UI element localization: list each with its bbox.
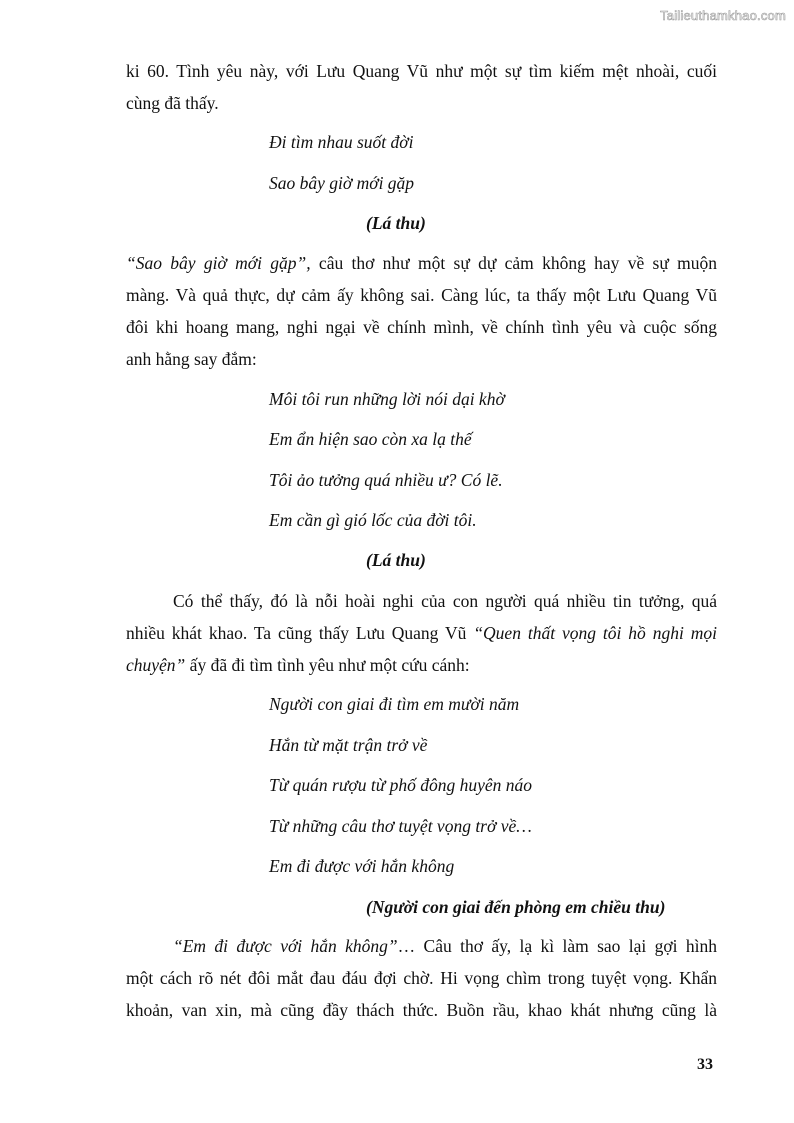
paragraph-3-line-1: Có thể thấy, đó là nỗi hoài nghi của con người quá nhiều tin tưởng, quá [173,591,717,611]
verse-1-line-1: Đi tìm nhau suốt đời [269,132,414,152]
verse-3-line-3: Từ quán rượu từ phố đông huyên náo [269,775,533,795]
paragraph-2-line-3: đôi khi hoang mang, nghi ngại về chính mình, về chính tình yêu và cuộc sống [126,317,717,337]
verse-2-line-1: Môi tôi run những lời nói dại khờ [269,389,505,409]
verse-2-line-4: Em cần gì gió lốc của đời tôi. [269,510,477,530]
paragraph-3-line-2-text: nhiều khát khao. Ta cũng thấy Lưu Quang Vũ [126,623,474,643]
paragraph-3-line-2 [126,622,717,644]
paragraph-4-line-1 [173,935,717,957]
verse-1-source: (Lá thu) [366,213,426,233]
verse-3-line-4: Từ những câu thơ tuyệt vọng trở về… [269,816,532,836]
paragraph-2-line-1 [126,252,717,274]
paragraph-2-quote: “Sao bây giờ mới gặp”, [126,253,311,273]
paragraph-3-line-3 [126,654,470,676]
verse-3-line-5: Em đi được với hắn không [269,856,455,876]
paragraph-4-quote: “Em đi được với hắn không” [173,936,398,956]
paragraph-2-line-1-text: câu thơ như một sự dự cảm không hay về sự muộn [310,253,717,273]
paragraph-3-quote-start: “Quen thất vọng tôi hồ nghi mọi [473,623,717,643]
verse-2-source: (Lá thu) [366,550,426,570]
paragraph-1-line-1: ki 60. Tình yêu này, với Lưu Quang Vũ như một sự tìm kiếm mệt nhoài, cuối [126,61,717,81]
paragraph-4-line-2: một cách rõ nét đôi mắt đau đáu đợi chờ. Hi vọng chìm trong tuyệt vọng. Khẩn [126,968,717,988]
verse-2-line-2: Em ẩn hiện sao còn xa lạ thế [269,429,472,449]
paragraph-4-line-3: khoản, van xin, mà cũng đầy thách thức. Buồn rầu, khao khát nhưng cũng là [126,1000,717,1020]
paragraph-3-quote-end: chuyện” [126,655,186,675]
verse-3-line-1: Người con giai đi tìm em mười năm [269,694,520,714]
verse-2-line-3: Tôi ảo tưởng quá nhiều ư? Có lẽ. [269,470,503,490]
paragraph-2-line-2: màng. Và quả thực, dự cảm ấy không sai. Càng lúc, ta thấy một Lưu Quang Vũ [126,285,717,305]
paragraph-3-line-3-text: ấy đã đi tìm tình yêu như một cứu cánh: [185,655,470,675]
verse-3-line-2: Hắn từ mặt trận trở về [269,735,428,755]
watermark: Tailieuthamkhao.com [660,8,786,23]
paragraph-2-line-4: anh hằng say đắm: [126,349,257,369]
verse-1-line-2: Sao bây giờ mới gặp [269,173,415,193]
paragraph-1-line-2: cùng đã thấy. [126,93,219,113]
page-number: 33 [697,1056,713,1073]
paragraph-4-line-1-text: … Câu thơ ấy, lạ kì làm sao lại gợi hình [397,936,718,956]
verse-3-source: (Người con giai đến phòng em chiều thu) [366,897,666,917]
